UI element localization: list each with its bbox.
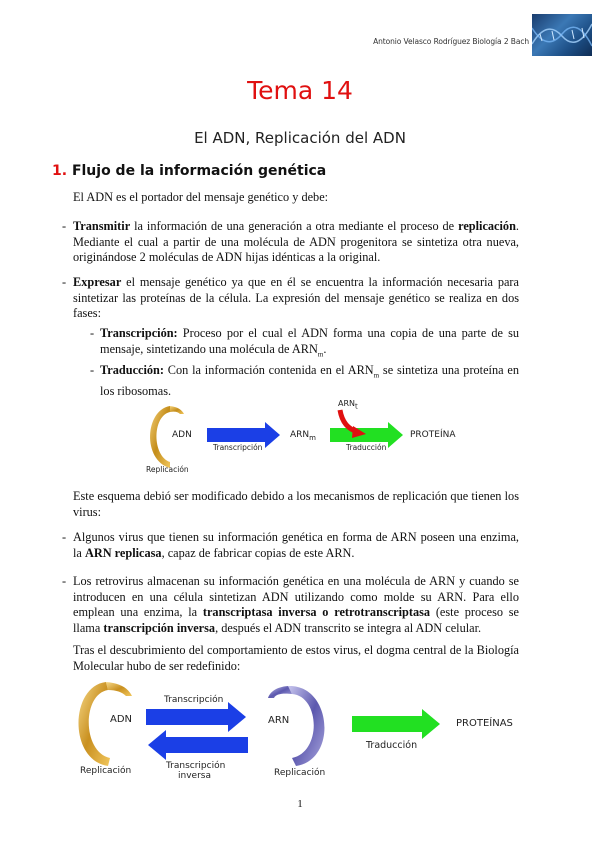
bullet-dash-5: - (62, 530, 67, 544)
point-retrovirus-bold2: transcripción inversa (103, 620, 216, 635)
blue-arrow-transcripcion-2 (146, 702, 246, 732)
para-final: Tras el descubrimiento del comportamiento de estos virus, el dogma central de la Biología Molecular hubo de ser redefinido: (73, 643, 519, 673)
sub-transcripcion-bold: Transcripción: (100, 326, 178, 340)
sub-traduccion-bold: Traducción: (100, 363, 164, 377)
page-subtitle: El ADN, Replicación del ADN (194, 129, 406, 147)
point-transmitir-bold: Transmitir (73, 219, 131, 233)
diagram1-transcripcion: Transcripción (213, 443, 263, 452)
bullet-dash-1: - (62, 219, 67, 233)
diagram2-adn: ADN (110, 714, 133, 725)
bullet-dash-2: - (62, 275, 67, 289)
diagram1-arnm-label: ARN (290, 430, 310, 440)
point-replicacion-bold: replicación (458, 219, 516, 233)
sub-transcripcion-text: Proceso por el cual el ADN forma una copia de una parte de su mensaje, sintetizando una molécula de ARN (100, 326, 519, 356)
diagram1-arnm-sub: m (309, 433, 316, 442)
diagram1-arnm (290, 430, 316, 442)
diagram1-arnt-label: ARN (338, 399, 356, 408)
point-expresar (73, 275, 519, 322)
diagram1-proteina: PROTEÍNA (410, 430, 456, 440)
sub-traduccion-subscript: m (373, 371, 380, 380)
sub-traduccion-text2: se sintetiza una proteína en los ribosomas. (100, 363, 519, 398)
point-expresar-bold: Expresar (73, 275, 122, 289)
sub-traduccion-text1: Con la información contenida en el ARN (164, 363, 374, 377)
diagram2-arn: ARN (268, 715, 290, 726)
diagram2-proteinas: PROTEÍNAS (456, 718, 513, 729)
diagram2-transcripcion: Transcripción (164, 695, 224, 705)
point-arn-replicasa (73, 530, 519, 561)
point-retrovirus (73, 574, 519, 636)
page-number: 1 (297, 798, 303, 810)
point-transmitir (73, 219, 519, 266)
section-number: 1. (52, 163, 68, 179)
diagram-dogma-central (140, 398, 470, 478)
diagram-dogma-redefinido (70, 680, 540, 785)
section-heading (52, 163, 326, 179)
point-arn-replicasa-text2: , capaz de fabricar copias de este ARN. (161, 545, 355, 560)
replication-loop-adn (79, 682, 111, 766)
replication-loop-1 (150, 406, 170, 468)
diagram1-traduccion: Traducción (346, 443, 387, 452)
point-retrovirus-text2: (este proceso se llama (73, 605, 520, 635)
sub-transcripcion (100, 326, 519, 362)
page-title: Tema 14 (247, 76, 353, 105)
point-retrovirus-text1: Los retrovirus almacenan su información genética en una molécula de ARN y cuando se introducen en una célula sintetizan ADN utilizando como molde su ARN. Para ello emplean una enzima, la (73, 574, 519, 619)
diagram2-traduccion: Traducción (366, 740, 418, 751)
blue-arrow-transcripcion-inversa (148, 730, 248, 760)
diagram1-arnt-sub: t (355, 402, 358, 411)
point-arn-replicasa-text1: Algunos virus que tienen su información genética en forma de ARN poseen una enzima, la (73, 530, 519, 560)
diagram2-transcripcion-inversa-2: inversa (178, 771, 211, 781)
sub-traduccion (100, 363, 519, 399)
diagram1-arnt (338, 399, 358, 411)
diagram1-adn: ADN (172, 430, 192, 440)
point-retrovirus-bold1: transcriptasa inversa o retrotranscriptasa (202, 605, 431, 619)
sub-transcripcion-subscript: m (317, 349, 324, 358)
diagram2-replicacion-2: Replicación (274, 768, 326, 778)
replication-loop-arn (288, 686, 324, 766)
bullet-dash-4: - (90, 363, 95, 377)
header-dna-image (532, 14, 592, 56)
point-transmitir-text2: . Mediante el cual a partir de una molécula de ADN progenitora se sintetiza otra nueva, originándose 2 moléculas de ADN hijas idénticas a la original. (73, 219, 519, 264)
bullet-dash-3: - (90, 326, 95, 340)
point-transmitir-text1: la información de una generación a otra mediante el proceso de (130, 219, 459, 233)
intro-paragraph: El ADN es el portador del mensaje genético y debe: (73, 190, 329, 204)
header-author: Antonio Velasco Rodríguez Biología 2 Bach (373, 37, 529, 46)
para-esquema: Este esquema debió ser modificado debido a los mecanismos de replicación que tienen los virus: (73, 489, 519, 519)
diagram2-replicacion-1: Replicación (80, 766, 132, 776)
diagram1-replicacion: Replicación (146, 465, 189, 474)
diagram2-transcripcion-inversa-1: Transcripción (166, 761, 226, 771)
point-expresar-text: el mensaje genético ya que en él se encuentra la información necesaria para sintetizar las proteínas de la célula. La expresión del mensaje genético se realiza en dos fases: (73, 275, 519, 320)
point-arn-replicasa-bold: ARN replicasa (84, 545, 162, 560)
sub-transcripcion-end: . (323, 341, 327, 356)
section-title: Flujo de la información genética (71, 163, 327, 179)
point-retrovirus-text3: , después el ADN transcrito se integra al ADN celular. (215, 620, 482, 635)
green-arrow-traduccion-2 (352, 709, 440, 739)
bullet-dash-6: - (62, 574, 67, 588)
